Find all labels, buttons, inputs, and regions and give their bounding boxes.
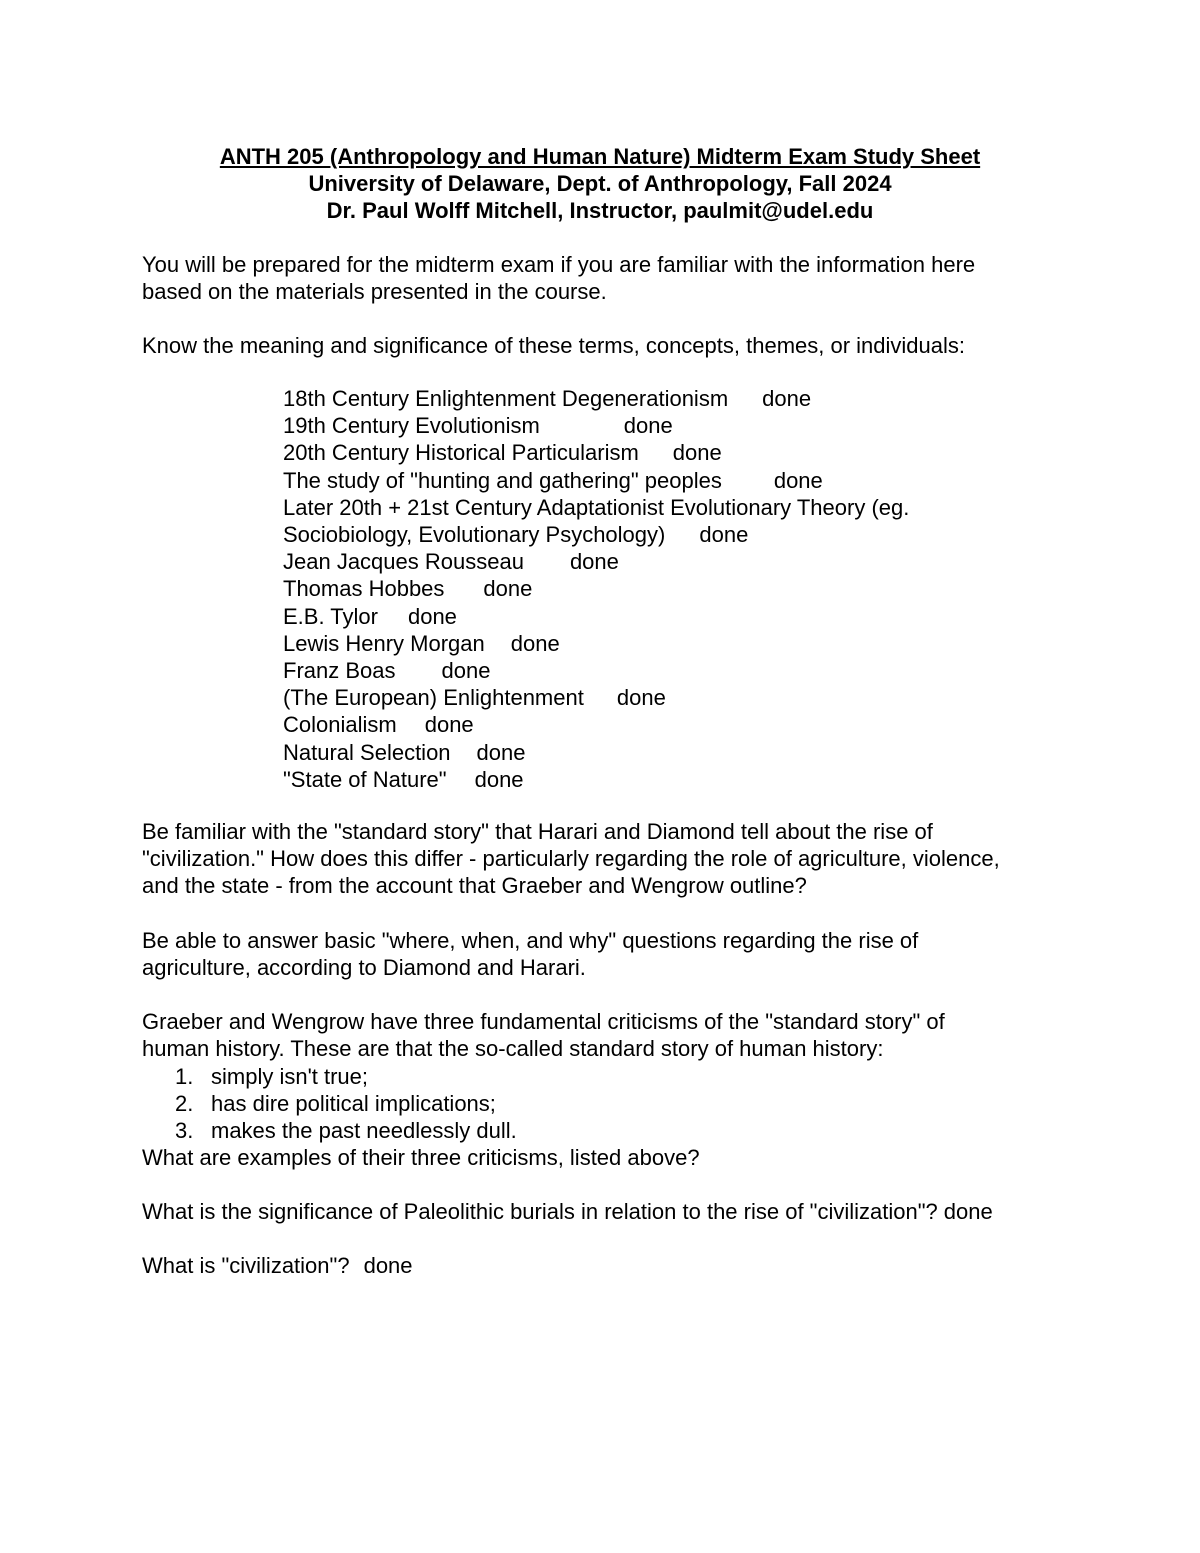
terms-prompt: Know the meaning and significance of these terms, concepts, themes, or individuals:: [142, 333, 966, 358]
burials-question: What is the significance of Paleolithic burials in relation to the rise of "civilization"?: [142, 1199, 938, 1224]
civilization-question-line: [142, 1252, 1072, 1279]
term-item: [283, 439, 1043, 466]
term-text: "State of Nature": [283, 766, 447, 792]
agriculture-paragraph: [142, 927, 1072, 981]
criticism-text: makes the past needlessly dull.: [211, 1118, 517, 1143]
term-status: done: [407, 603, 457, 629]
term-item: [283, 548, 1043, 575]
paragraph-line: Be familiar with the "standard story" that Harari and Diamond tell about the rise of: [142, 819, 933, 844]
term-item: [283, 766, 1043, 793]
term-text: Natural Selection: [283, 739, 451, 765]
term-status: done: [699, 522, 749, 548]
criticisms-followup: What are examples of their three criticisms, listed above?: [142, 1145, 700, 1170]
paragraph-line: Graeber and Wengrow have three fundamental criticisms of the "standard story" of: [142, 1009, 945, 1034]
term-item: [283, 412, 1043, 439]
paragraph-line: Be able to answer basic "where, when, and why" questions regarding the rise of: [142, 928, 919, 953]
intro-line: based on the materials presented in the course.: [142, 279, 607, 304]
term-item: [283, 603, 1043, 630]
term-item: [283, 494, 1043, 521]
criticisms-list: [142, 1063, 517, 1144]
instructor-line: Dr. Paul Wolff Mitchell, Instructor, paulmit@udel.edu: [326, 198, 874, 223]
term-text: Colonialism: [283, 712, 397, 738]
criticisms-paragraph: [142, 1008, 1072, 1062]
term-status: done: [483, 576, 533, 602]
term-status: done: [510, 630, 560, 656]
term-status: done: [672, 440, 722, 466]
term-status: done: [441, 658, 491, 684]
criticism-text: has dire political implications;: [211, 1091, 496, 1116]
intro-paragraph: [142, 251, 1072, 305]
document-subtitle: University of Delaware, Dept. of Anthropology, Fall 2024: [308, 171, 892, 196]
term-item: [283, 684, 1043, 711]
term-item: [283, 385, 1043, 412]
term-item: [283, 630, 1043, 657]
term-status: done: [424, 712, 474, 738]
standard-story-paragraph: [142, 818, 1072, 899]
term-status: done: [569, 549, 619, 575]
paragraph-line: and the state - from the account that Graeber and Wengrow outline?: [142, 873, 807, 898]
term-item: [283, 575, 1043, 602]
term-status: done: [476, 739, 526, 765]
criticism-item: [142, 1090, 517, 1117]
term-text: E.B. Tylor: [283, 603, 378, 629]
document-title: ANTH 205 (Anthropology and Human Nature) Midterm Exam Study Sheet: [219, 144, 981, 169]
term-text: Sociobiology, Evolutionary Psychology): [283, 522, 666, 548]
term-text: The study of "hunting and gathering" peoples: [283, 467, 722, 493]
term-status: done: [474, 766, 524, 792]
term-text: Thomas Hobbes: [283, 576, 445, 602]
terms-list: [283, 385, 1043, 793]
term-status: done: [773, 467, 823, 493]
term-text: Franz Boas: [283, 658, 396, 684]
term-status: done: [623, 413, 673, 439]
term-text: Later 20th + 21st Century Adaptationist Evolutionary Theory (eg.: [283, 494, 910, 520]
list-number: 1.: [175, 1064, 194, 1089]
term-text: Jean Jacques Rousseau: [283, 549, 524, 575]
term-text: 20th Century Historical Particularism: [283, 440, 639, 466]
criticism-item: [142, 1117, 517, 1144]
civilization-status: done: [363, 1253, 413, 1278]
term-text: (The European) Enlightenment: [283, 685, 584, 711]
criticism-text: simply isn't true;: [211, 1064, 369, 1089]
term-item: [283, 521, 1043, 548]
paragraph-line: "civilization." How does this differ - particularly regarding the role of agriculture, violence,: [142, 846, 1000, 871]
term-status: done: [616, 685, 666, 711]
term-item: [283, 739, 1043, 766]
list-number: 3.: [175, 1118, 194, 1143]
civilization-question: What is "civilization"?: [142, 1253, 350, 1278]
intro-line: You will be prepared for the midterm exam if you are familiar with the information here: [142, 252, 976, 277]
burials-status: done: [943, 1199, 993, 1224]
document-header: [0, 143, 1200, 224]
burials-question-line: [142, 1198, 1072, 1225]
list-number: 2.: [175, 1091, 194, 1116]
term-item: [283, 711, 1043, 738]
term-text: 18th Century Enlightenment Degenerationism: [283, 386, 729, 411]
paragraph-line: agriculture, according to Diamond and Harari.: [142, 955, 586, 980]
term-item: [283, 467, 1043, 494]
criticism-item: [142, 1063, 517, 1090]
term-status: done: [762, 386, 812, 411]
term-text: Lewis Henry Morgan: [283, 630, 485, 656]
term-text: 19th Century Evolutionism: [283, 413, 540, 439]
term-item: [283, 657, 1043, 684]
paragraph-line: human history. These are that the so-called standard story of human history:: [142, 1036, 884, 1061]
